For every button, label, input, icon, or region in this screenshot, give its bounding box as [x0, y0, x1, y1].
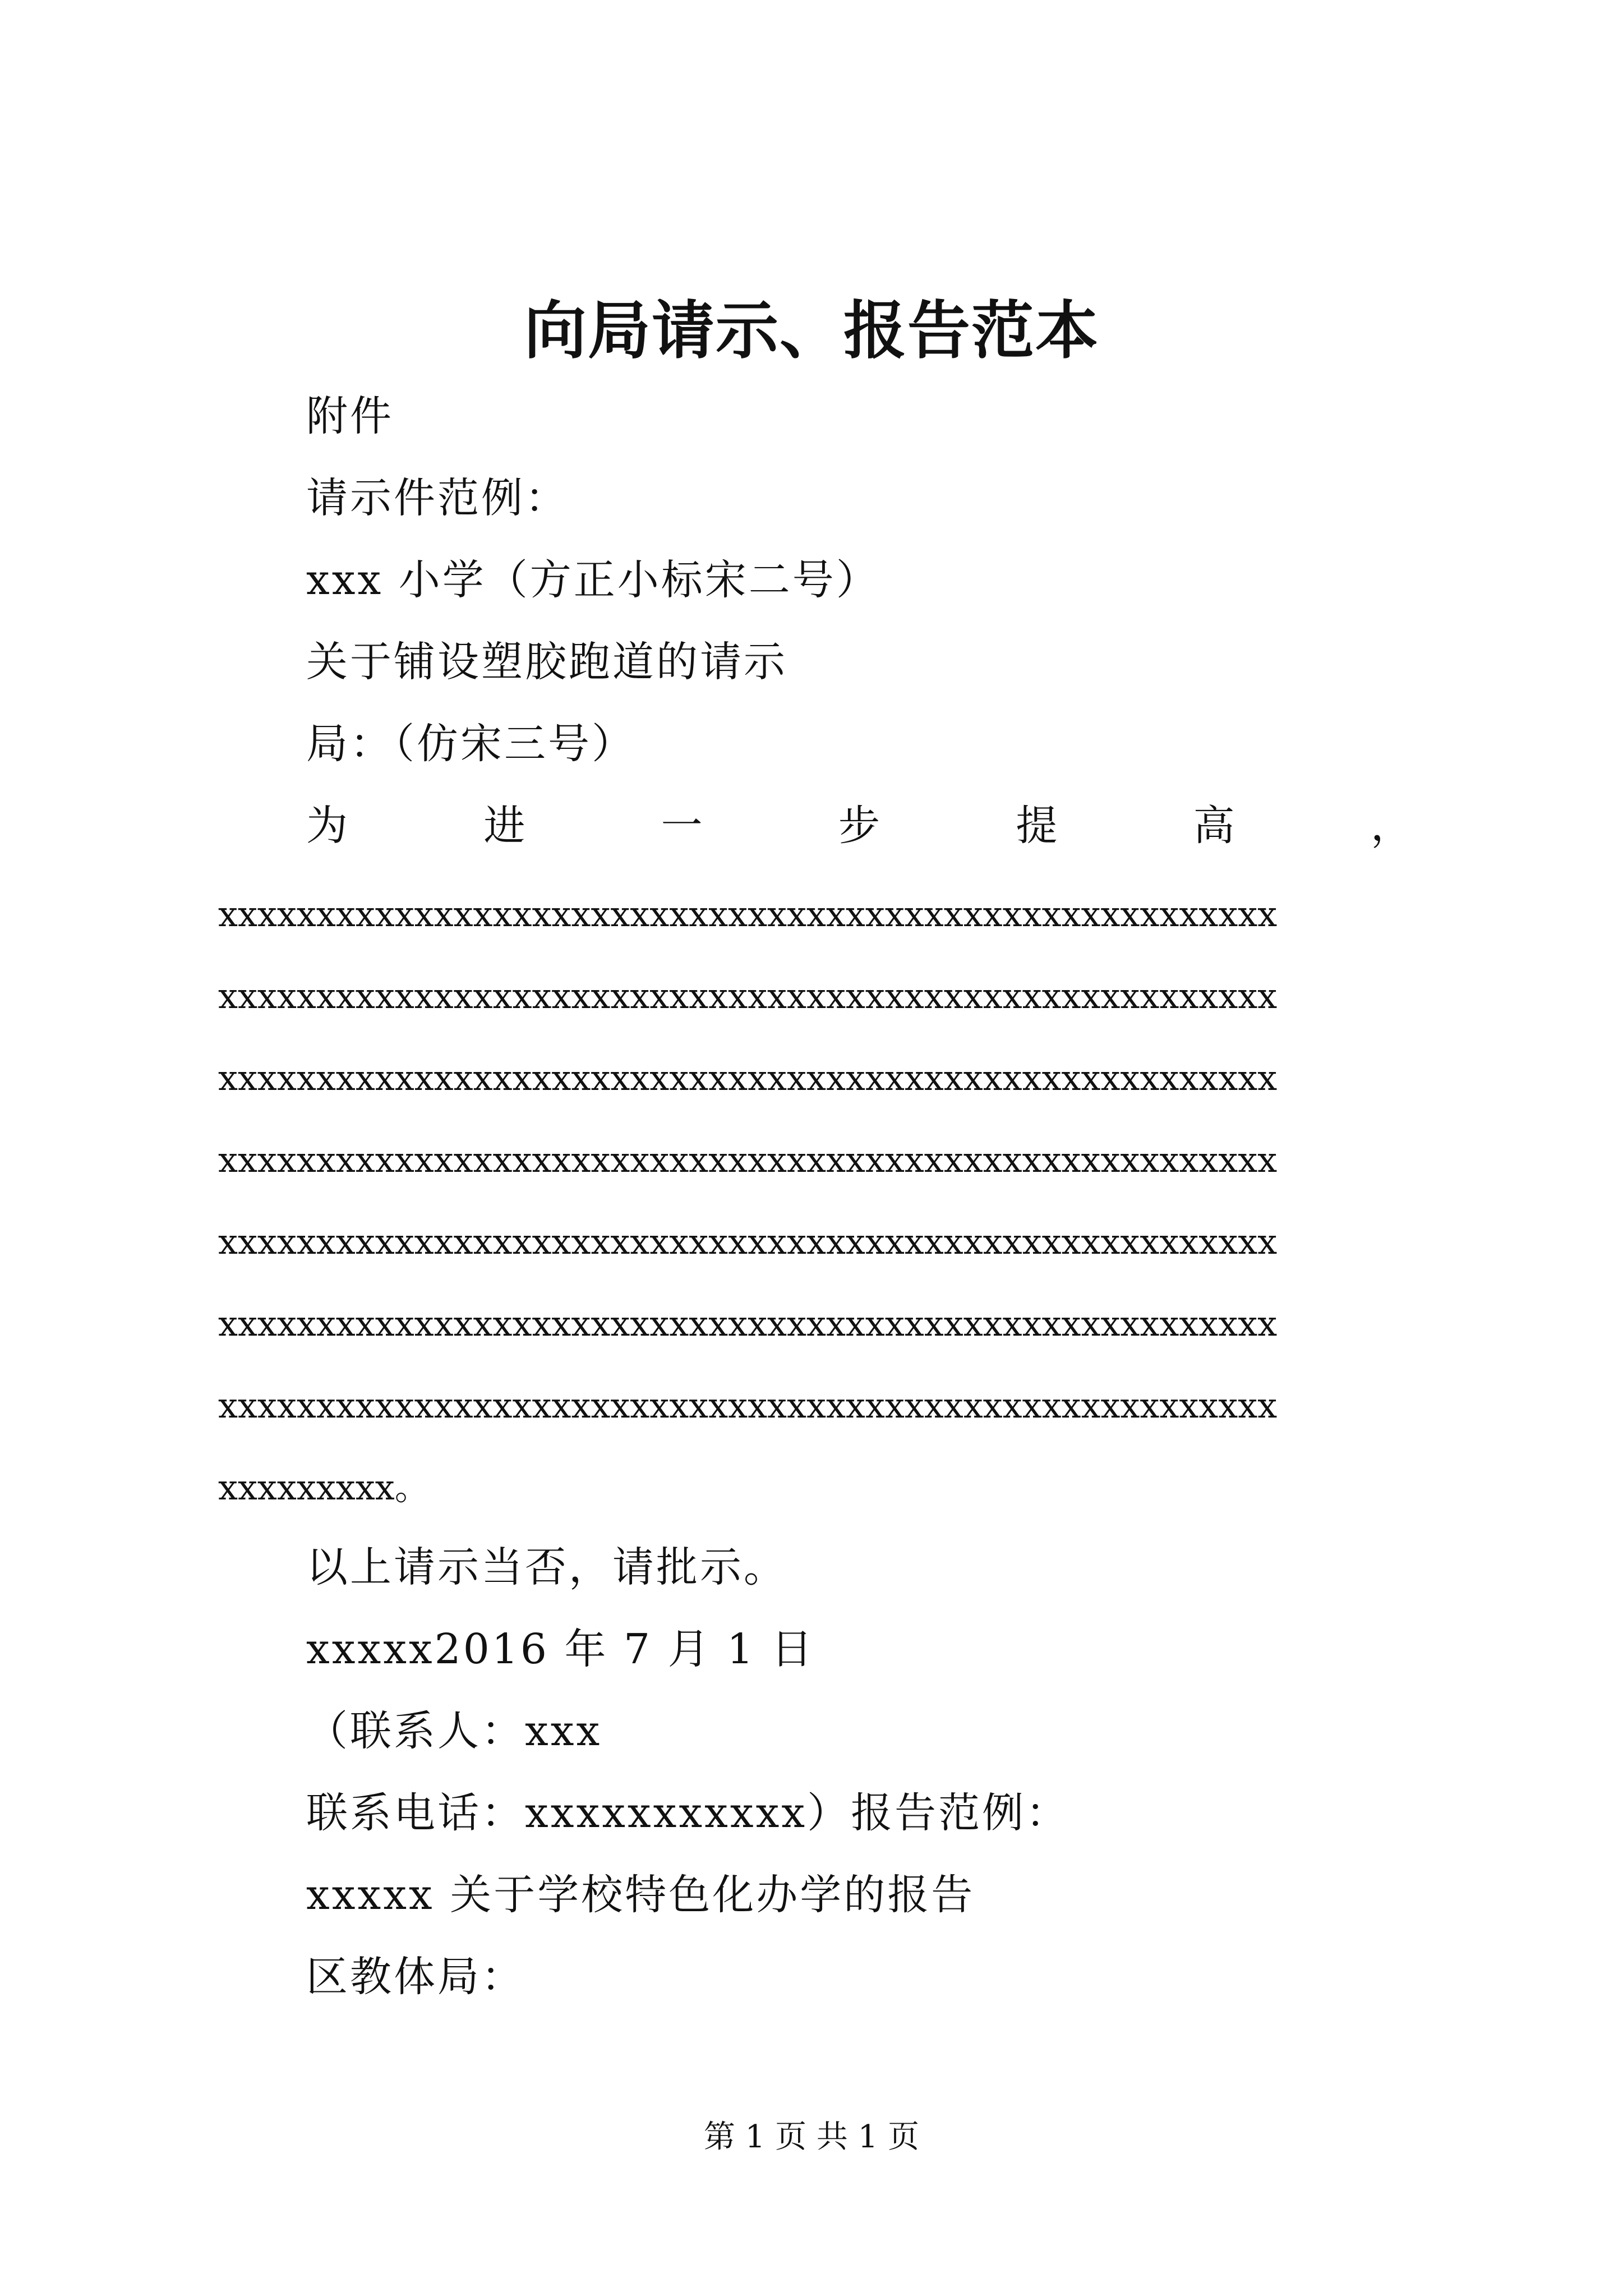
- document-title: 向局请示、报告范本: [524, 294, 1099, 367]
- spread-char: 高: [1193, 802, 1235, 850]
- attachment-label: 附件: [306, 392, 394, 440]
- request-subject: 关于铺设塑胶跑道的请示: [306, 638, 787, 686]
- phone-line: 联系电话：xxxxxxxxxxx）报告范例：: [306, 1789, 1070, 1837]
- placeholder-text-end: xxxxxxxxx。: [218, 1467, 430, 1508]
- report-addressee: 区教体局：: [306, 1953, 525, 2001]
- date-line: xxxxx2016 年 7 月 1 日: [306, 1625, 815, 1673]
- spread-char: 为: [306, 802, 348, 850]
- contact-line: （联系人：xxx: [306, 1707, 602, 1755]
- spread-char: ，: [1370, 802, 1412, 850]
- placeholder-text-line: xxxxxxxxxxxxxxxxxxxxxxxxxxxxxxxxxxxxxxxxxxxxxxxxxxxxxx: [218, 976, 1278, 1016]
- spread-char: 步: [838, 802, 880, 850]
- request-example-label: 请示件范例：: [306, 474, 569, 522]
- school-line: xxx 小学（方正小标宋二号）: [306, 556, 880, 604]
- spread-char: 一: [661, 802, 703, 850]
- placeholder-text-line: xxxxxxxxxxxxxxxxxxxxxxxxxxxxxxxxxxxxxxxxxxxxxxxxxxxxxx: [218, 1303, 1278, 1344]
- justified-intro-line: [306, 799, 1412, 853]
- placeholder-text-line: xxxxxxxxxxxxxxxxxxxxxxxxxxxxxxxxxxxxxxxxxxxxxxxxxxxxxx: [218, 1385, 1278, 1426]
- placeholder-text-line: xxxxxxxxxxxxxxxxxxxxxxxxxxxxxxxxxxxxxxxxxxxxxxxxxxxxxx: [218, 1139, 1278, 1180]
- spread-char: 进: [483, 802, 525, 850]
- placeholder-text-line: xxxxxxxxxxxxxxxxxxxxxxxxxxxxxxxxxxxxxxxxxxxxxxxxxxxxxx: [218, 894, 1278, 935]
- placeholder-text-line: xxxxxxxxxxxxxxxxxxxxxxxxxxxxxxxxxxxxxxxxxxxxxxxxxxxxxx: [218, 1057, 1278, 1098]
- spread-char: 提: [1016, 802, 1058, 850]
- addressee: 局：（仿宋三号）: [306, 720, 635, 768]
- placeholder-text-line: xxxxxxxxxxxxxxxxxxxxxxxxxxxxxxxxxxxxxxxxxxxxxxxxxxxxxx: [218, 1221, 1278, 1262]
- report-subject: xxxxx 关于学校特色化办学的报告: [306, 1871, 975, 1919]
- page-footer: 第 1 页 共 1 页: [703, 2119, 920, 2155]
- closing-line: 以上请示当否，请批示。: [306, 1543, 787, 1591]
